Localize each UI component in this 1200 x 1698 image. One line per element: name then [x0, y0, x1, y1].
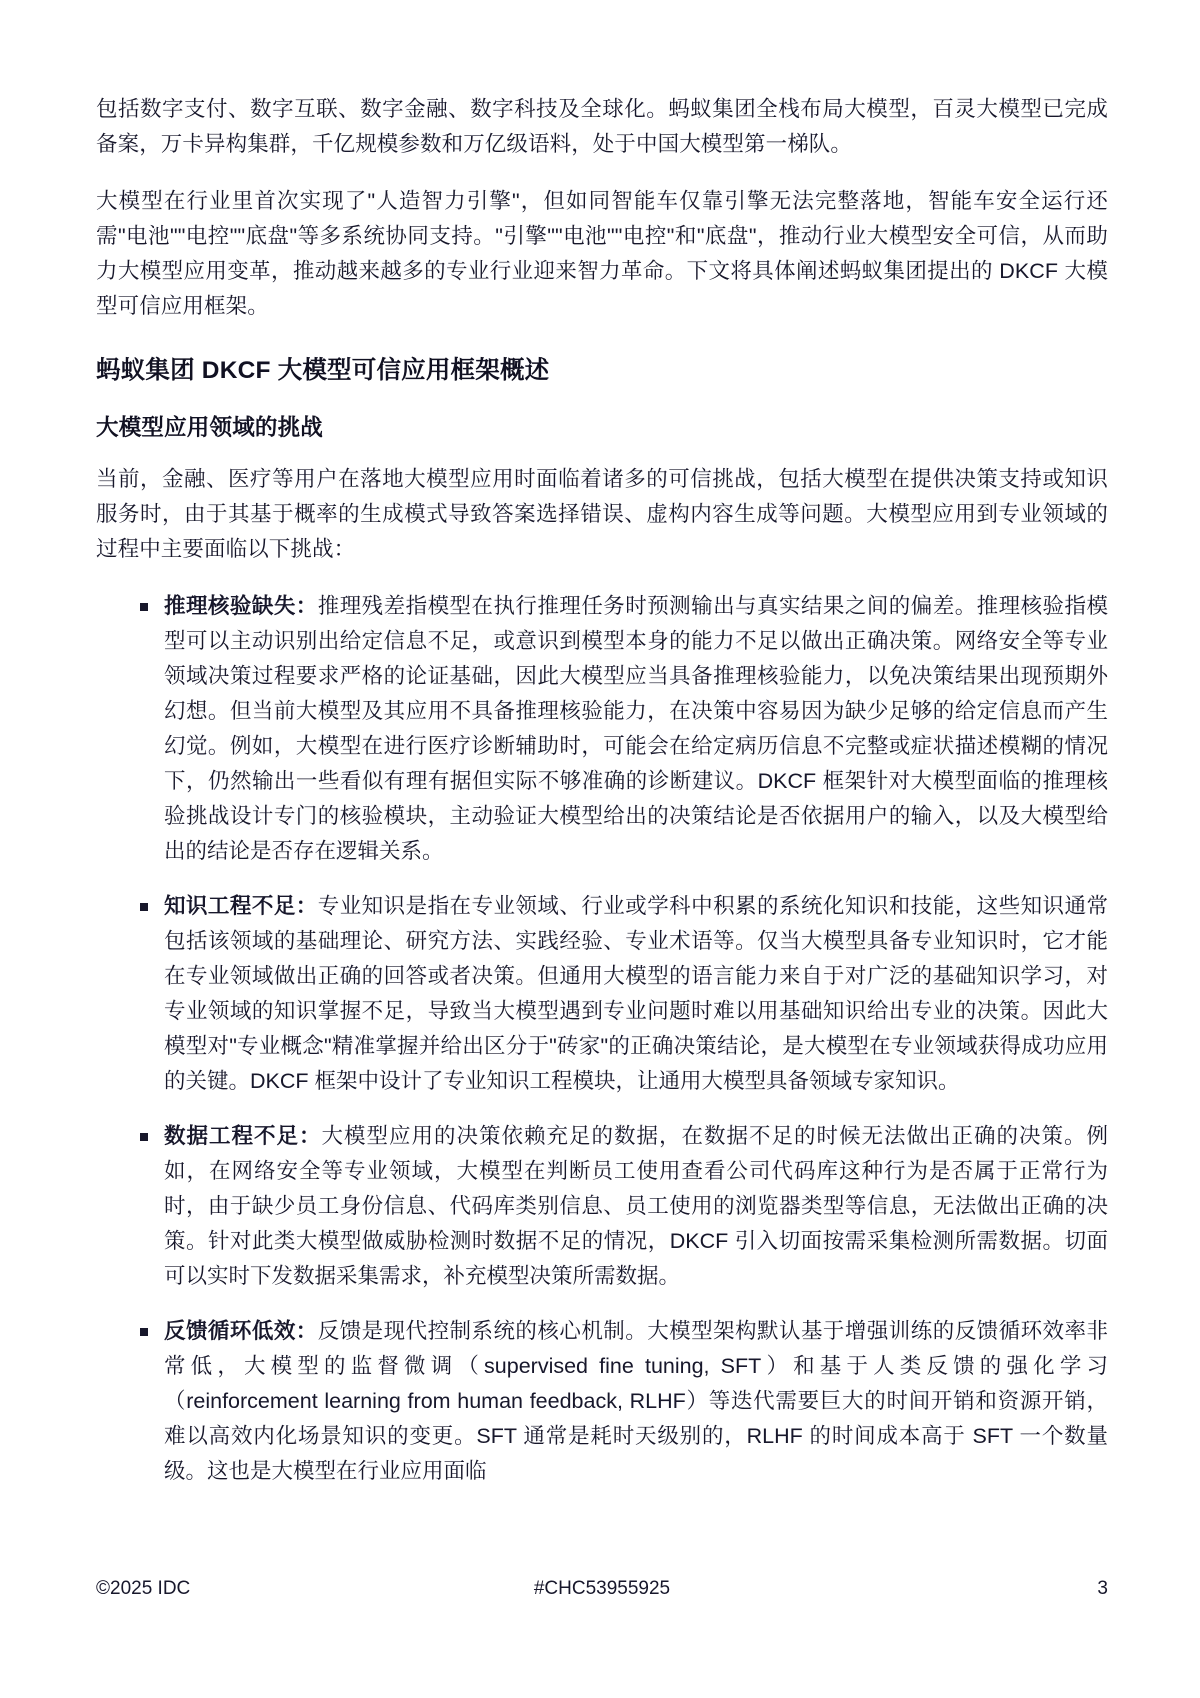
section-heading: 蚂蚁集团 DKCF 大模型可信应用框架概述 — [96, 357, 550, 384]
list-item — [96, 889, 1108, 1099]
page-content — [96, 92, 1108, 1509]
list-item-lead: 反馈循环低效： — [164, 1319, 318, 1343]
footer-document-id: #CHC53955925 — [533, 1578, 671, 1599]
list-item-text: 反馈是现代控制系统的核心机制。大模型架构默认基于增强训练的反馈循环效率非常低，大模型的监督微调（supervised fine tuning, SFT）和基于人类反馈的强化学习（reinforcement learning from human feedback, RLHF）等迭代需要巨大的时间开销和资源开销，难以高效内化场景知识的变更。SFT 通常是耗时天级别的，RLHF 的时间成本高于 SFT 一个数量级。这也是大模型在行业应用面临 — [164, 1319, 1108, 1483]
challenges-list — [96, 589, 1108, 1489]
paragraph-1: 包括数字支付、数字互联、数字金融、数字科技及全球化。蚂蚁集团全栈布局大模型，百灵大模型已完成备案，万卡异构集群，千亿规模参数和万亿级语料，处于中国大模型第一梯队。 — [96, 97, 1108, 156]
footer-copyright: ©2025 IDC — [96, 1578, 191, 1599]
list-item-lead: 数据工程不足： — [164, 1124, 322, 1148]
paragraph-2: 大模型在行业里首次实现了"人造智力引擎"，但如同智能车仅靠引擎无法完整落地，智能车安全运行还需"电池""电控""底盘"等多系统协同支持。"引擎""电池""电控"和"底盘"，推动行业大模型安全可信，从而助力大模型应用变革，推动越来越多的专业行业迎来智力革命。下文将具体阐述蚂蚁集团提出的 DKCF 大模型可信应用框架。 — [96, 189, 1108, 318]
list-item — [96, 589, 1108, 869]
bullet-square-icon — [140, 903, 148, 911]
list-item-lead: 推理核验缺失： — [164, 594, 318, 618]
list-item — [96, 1314, 1108, 1489]
list-item — [96, 1119, 1108, 1294]
list-item-text: 专业知识是指在专业领域、行业或学科中积累的系统化知识和技能，这些知识通常包括该领域的基础理论、研究方法、实践经验、专业术语等。仅当大模型具备专业知识时，它才能在专业领域做出正确的回答或者决策。但通用大模型的语言能力来自于对广泛的基础知识学习，对专业领域的知识掌握不足，导致当大模型遇到专业问题时难以用基础知识给出专业的决策。因此大模型对"专业概念"精准掌握并给出区分于"砖家"的正确决策结论，是大模型在专业领域获得成功应用的关键。DKCF 框架中设计了专业知识工程模块，让通用大模型具备领域专家知识。 — [164, 894, 1108, 1093]
list-item-text: 推理残差指模型在执行推理任务时预测输出与真实结果之间的偏差。推理核验指模型可以主动识别出给定信息不足，或意识到模型本身的能力不足以做出正确决策。网络安全等专业领域决策过程要求严格的论证基础，因此大模型应当具备推理核验能力，以免决策结果出现预期外幻想。但当前大模型及其应用不具备推理核验能力，在决策中容易因为缺少足够的给定信息而产生幻觉。例如，大模型在进行医疗诊断辅助时，可能会在给定病历信息不完整或症状描述模糊的情况下，仍然输出一些看似有理有据但实际不够准确的诊断建议。DKCF 框架针对大模型面临的推理核验挑战设计专门的核验模块，主动验证大模型给出的决策结论是否依据用户的输入，以及大模型给出的结论是否存在逻辑关系。 — [164, 594, 1108, 863]
bullet-square-icon — [140, 603, 148, 611]
intro-paragraph: 当前，金融、医疗等用户在落地大模型应用时面临着诸多的可信挑战，包括大模型在提供决策支持或知识服务时，由于其基于概率的生成模式导致答案选择错误、虚构内容生成等问题。大模型应用到专业领域的过程中主要面临以下挑战： — [96, 467, 1108, 561]
list-item-text: 大模型应用的决策依赖充足的数据，在数据不足的时候无法做出正确的决策。例如，在网络安全等专业领域，大模型在判断员工使用查看公司代码库这种行为是否属于正常行为时，由于缺少员工身份信息、代码库类别信息、员工使用的浏览器类型等信息，无法做出正确的决策。针对此类大模型做威胁检测时数据不足的情况，DKCF 引入切面按需采集检测所需数据。切面可以实时下发数据采集需求，补充模型决策所需数据。 — [164, 1124, 1108, 1288]
subsection-heading: 大模型应用领域的挑战 — [96, 415, 324, 440]
list-item-lead: 知识工程不足： — [164, 894, 318, 918]
bullet-square-icon — [140, 1328, 148, 1336]
page-footer — [96, 1578, 1108, 1600]
footer-page-number: 3 — [1097, 1578, 1108, 1599]
bullet-square-icon — [140, 1133, 148, 1141]
